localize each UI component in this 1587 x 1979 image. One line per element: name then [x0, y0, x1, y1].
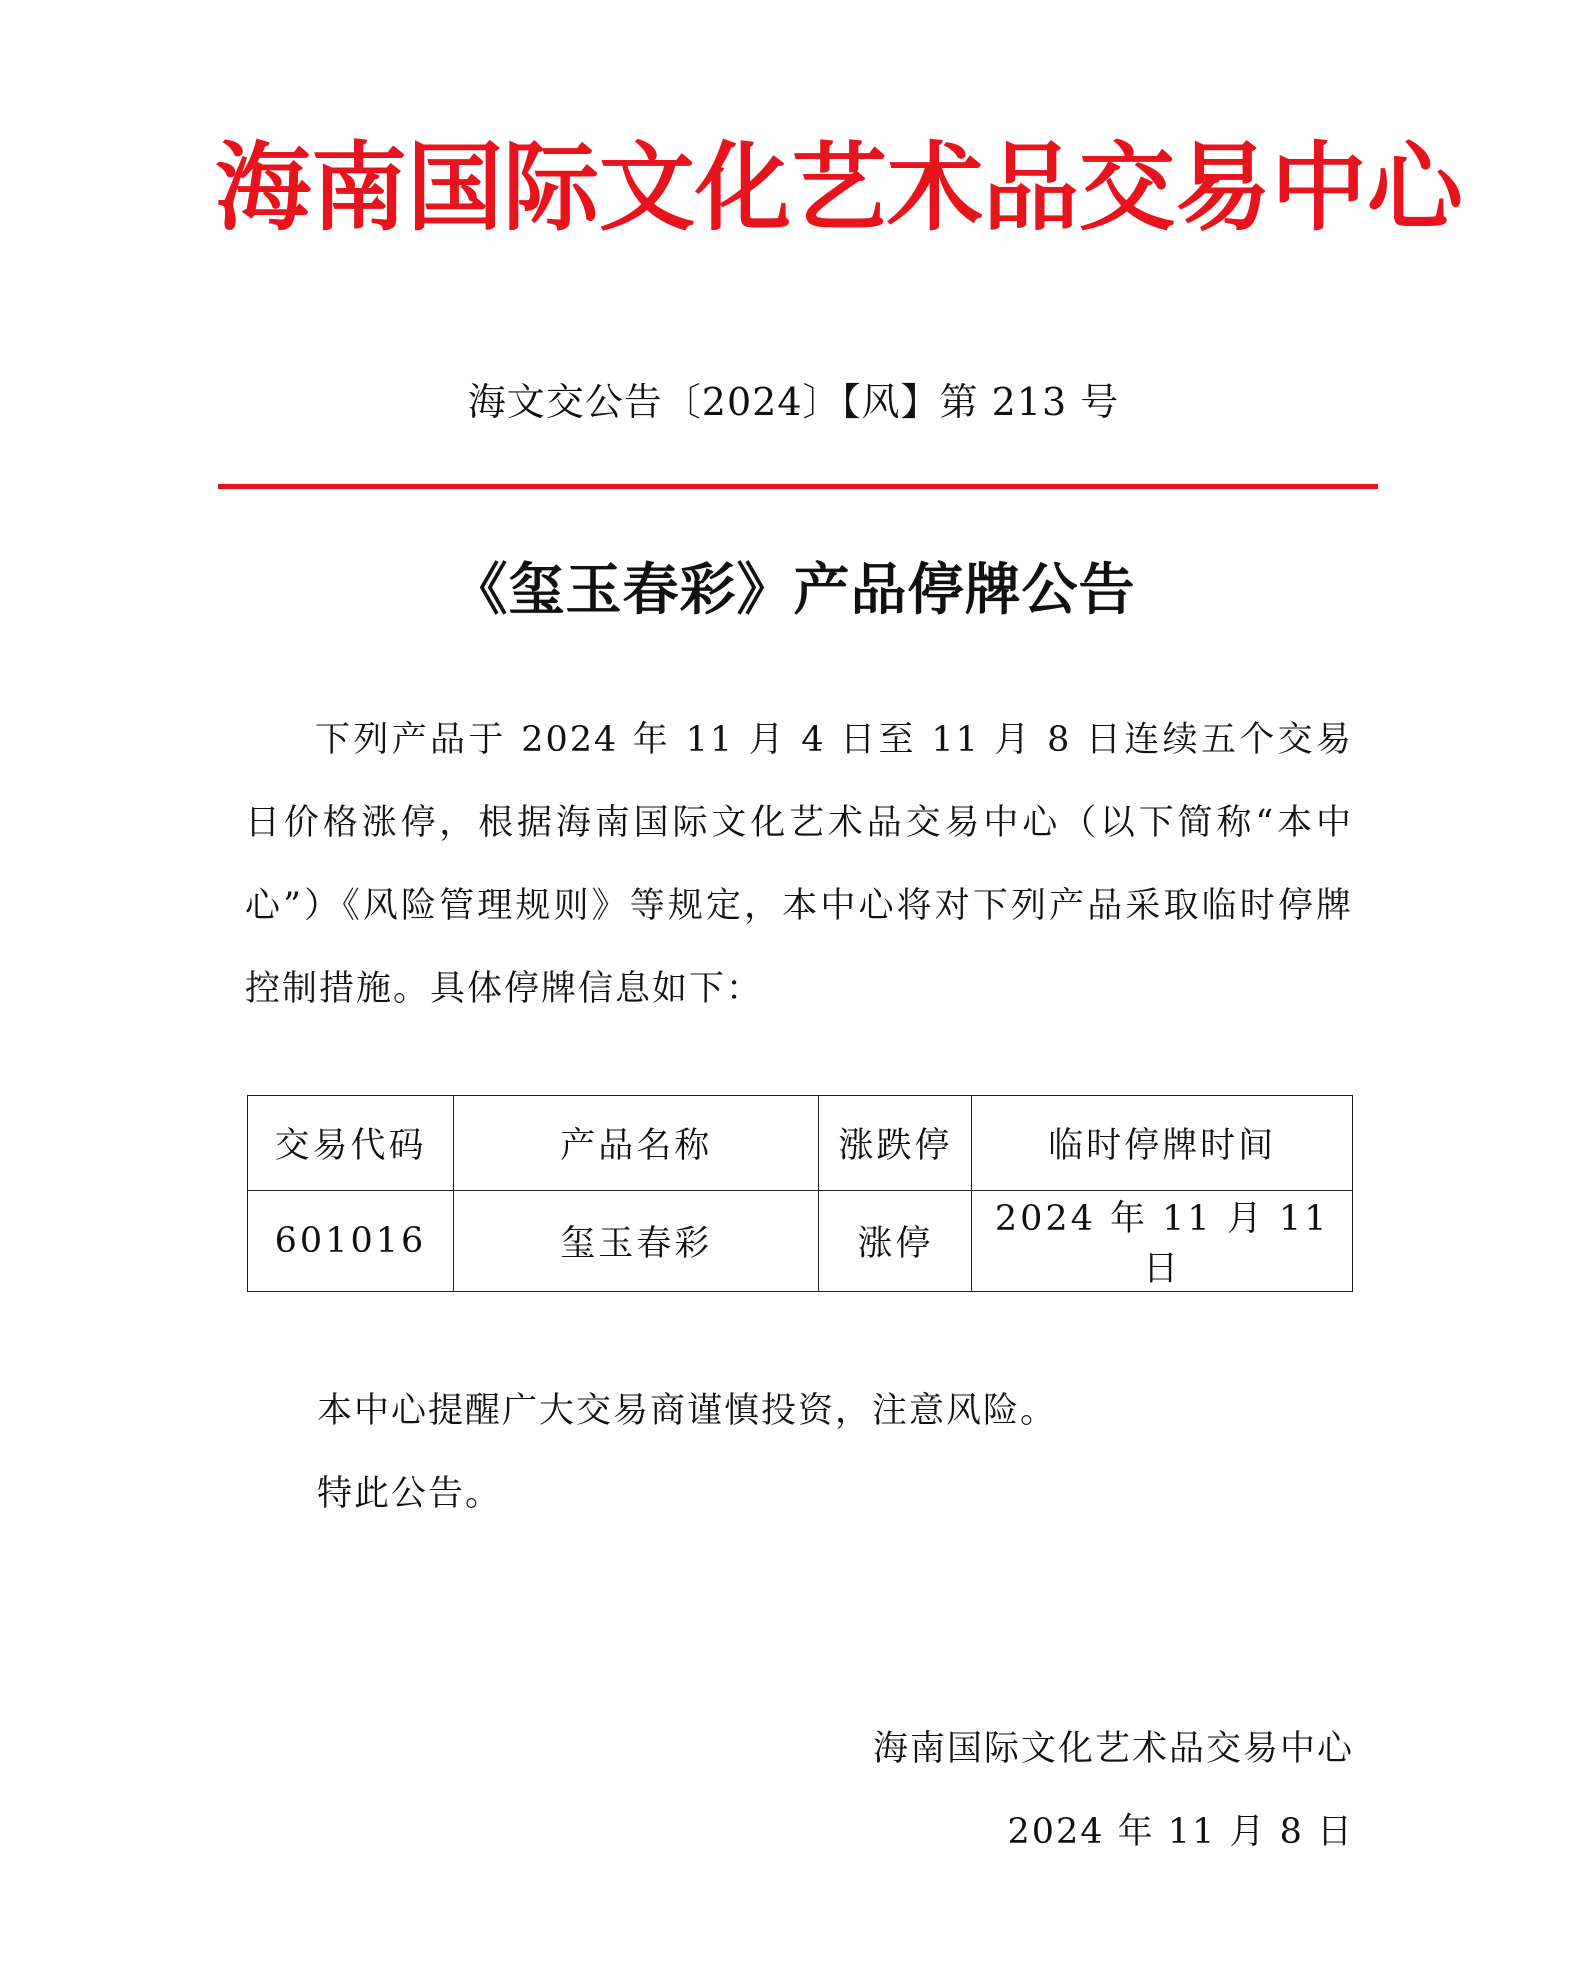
header-product-name: 产品名称 — [453, 1096, 819, 1191]
header-divider — [218, 484, 1378, 489]
org-char: 术 — [887, 131, 983, 244]
organization-header — [215, 128, 1463, 248]
org-char: 艺 — [791, 131, 887, 244]
document-title: 《玺玉春彩》产品停牌公告 — [451, 557, 1136, 623]
org-char: 南 — [311, 131, 407, 244]
header-limit-status: 涨跌停 — [819, 1096, 972, 1191]
signature-date: 2024 年 11 月 8 日 — [1007, 1812, 1354, 1852]
cell-trade-code: 601016 — [248, 1191, 454, 1292]
org-char: 品 — [983, 131, 1079, 244]
document-number: 海文交公告〔2024〕【风】第 213 号 — [467, 380, 1120, 424]
org-char: 化 — [695, 131, 791, 244]
org-char: 中 — [1271, 131, 1367, 244]
cell-product-name: 玺玉春彩 — [453, 1191, 819, 1292]
org-char: 心 — [1367, 131, 1463, 244]
body-paragraph: 下列产品于 2024 年 11 月 4 日至 11 月 8 日连续五个交易日价格涨停，根据海南国际文化艺术品交易中心（以下简称“本中心”）《风险管理规则》等规定，本中心将对下列产品采取临时停牌控制措施。具体停牌信息如下： — [245, 720, 1353, 1009]
org-char: 国 — [407, 131, 503, 244]
risk-reminder: 本中心提醒广大交易商谨慎投资，注意风险。 — [317, 1391, 1058, 1431]
halt-info-table — [247, 1095, 1353, 1292]
org-char: 际 — [503, 131, 599, 244]
signature-organization: 海南国际文化艺术品交易中心 — [872, 1729, 1354, 1769]
org-char: 交 — [1079, 131, 1175, 244]
org-char: 海 — [215, 131, 311, 244]
table-header-row — [248, 1096, 1353, 1191]
org-char: 易 — [1175, 131, 1271, 244]
org-char: 文 — [599, 131, 695, 244]
header-trade-code: 交易代码 — [248, 1096, 454, 1191]
header-halt-time: 临时停牌时间 — [972, 1096, 1353, 1191]
cell-halt-time: 2024 年 11 月 11 日 — [972, 1191, 1353, 1292]
closing-statement: 特此公告。 — [317, 1474, 503, 1514]
cell-limit-status: 涨停 — [819, 1191, 972, 1292]
table-row — [248, 1191, 1353, 1292]
